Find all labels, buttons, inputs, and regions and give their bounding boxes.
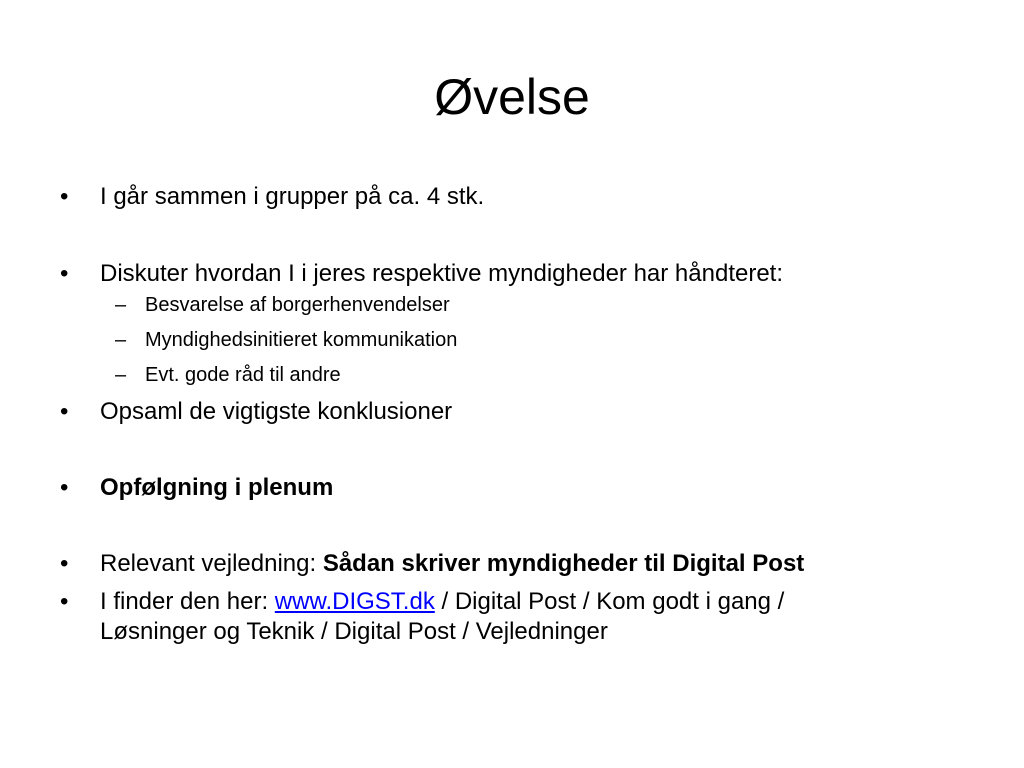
bullet-marker: •	[60, 474, 69, 501]
bullet-text: Opsaml de vigtigste konklusioner	[100, 398, 453, 425]
digst-link[interactable]: www.DIGST.dk	[274, 588, 435, 615]
sub-list-item	[58, 288, 450, 323]
bullet-text: I finder den her:	[100, 588, 275, 615]
sub-bullet-text: Evt. gode råd til andre	[145, 364, 341, 386]
dash-marker: –	[115, 364, 127, 386]
guide-title: Sådan skriver myndigheder til Digital Post	[322, 550, 805, 577]
list-item	[58, 473, 333, 503]
list-item	[58, 549, 804, 579]
bullet-marker: •	[60, 398, 69, 425]
list-item	[58, 587, 980, 647]
dash-marker: –	[115, 294, 127, 316]
bullet-text-path-continued: Løsninger og Teknik / Digital Post / Vejledninger	[100, 618, 608, 645]
sub-bullet-text: Besvarelse af borgerhenvendelser	[145, 294, 450, 316]
sub-list-item	[58, 358, 341, 393]
bullet-text: Diskuter hvordan I i jeres respektive myndigheder har håndteret:	[100, 260, 784, 287]
bullet-text-path: / Digital Post / Kom godt i gang /	[434, 588, 785, 615]
dash-marker: –	[115, 329, 127, 351]
list-item	[58, 397, 452, 427]
sub-list-item	[58, 323, 457, 358]
bullet-text: I går sammen i grupper på ca. 4 stk.	[100, 183, 485, 210]
bullet-text: Relevant vejledning:	[100, 550, 323, 577]
bullet-marker: •	[60, 183, 69, 210]
bullet-marker: •	[60, 550, 69, 577]
list-item	[58, 259, 783, 289]
list-item	[58, 182, 484, 212]
bullet-marker: •	[60, 260, 69, 287]
sub-bullet-text: Myndighedsinitieret kommunikation	[145, 329, 458, 351]
bullet-text-bold: Opfølgning i plenum	[100, 474, 334, 501]
bullet-marker: •	[60, 588, 69, 615]
slide-title: Øvelse	[434, 69, 590, 125]
